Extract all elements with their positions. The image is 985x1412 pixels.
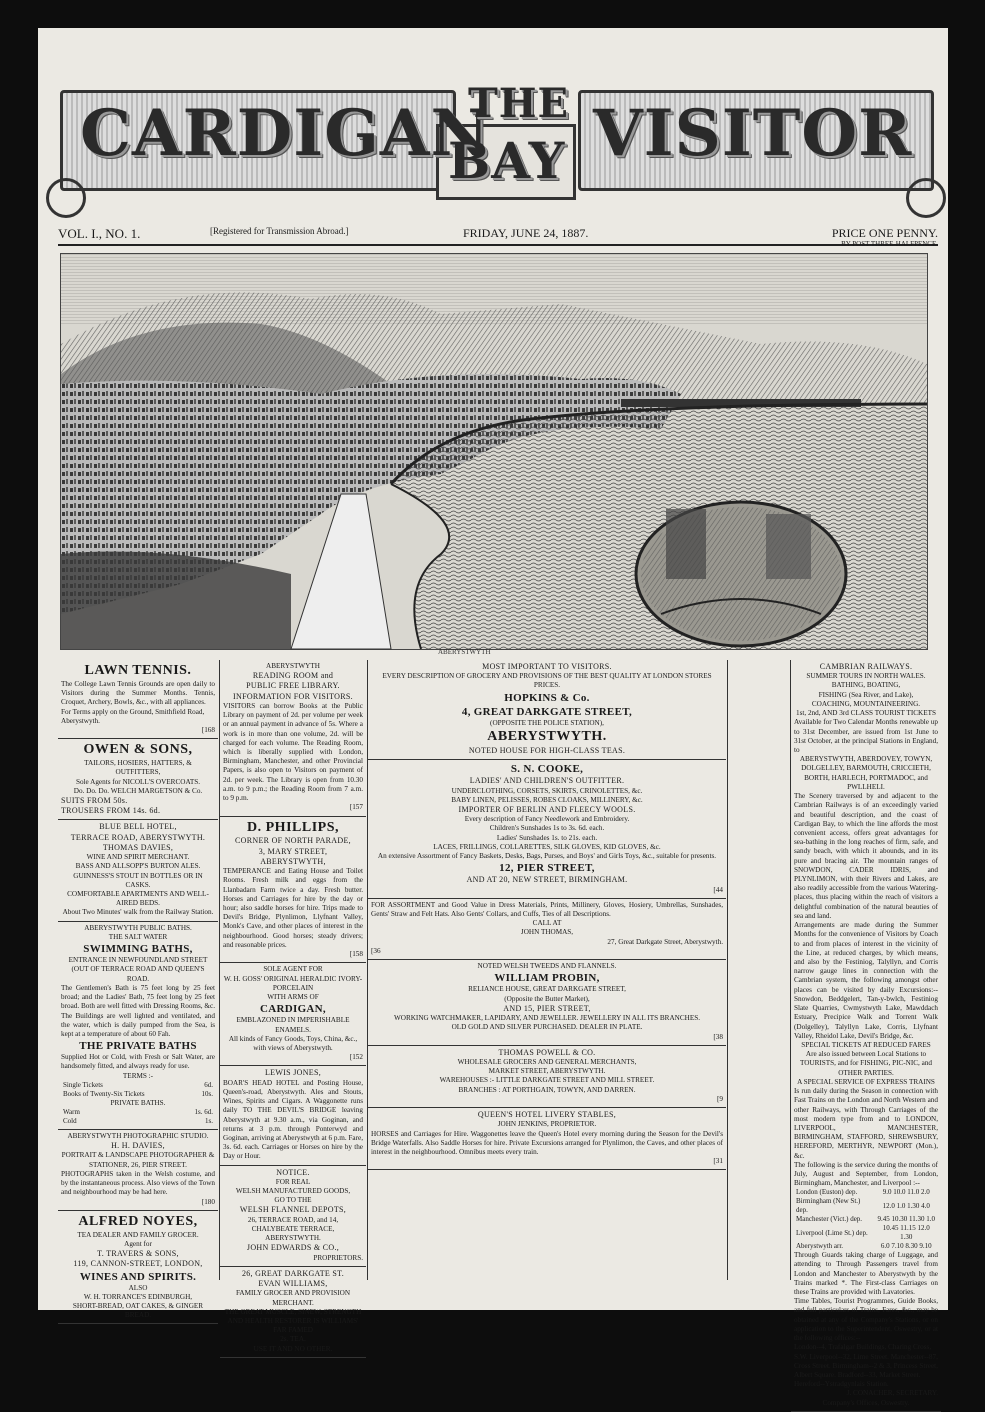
ad-line: Children's Sunshades 1s to 3s. 6d. each. [489, 824, 605, 833]
volume-number: VOL. I., NO. 1. [58, 226, 141, 241]
ad-line: 4, GREAT DARKGATE STREET, [461, 705, 633, 718]
ad-line: A SPECIAL SERVICE OF EXPRESS TRAINS [797, 1077, 935, 1086]
ad-evan-williams [220, 1267, 366, 1358]
ad-title: THE PRIVATE BATHS [79, 1040, 197, 1053]
ad-probin [368, 960, 726, 1046]
ad-title: S. N. COOKE, [510, 763, 584, 776]
ad-line: (Opposite the Butter Market), [504, 994, 590, 1003]
ad-line: SPECIAL TICKETS AT REDUCED FARES [801, 1040, 931, 1049]
ad-body: VISITORS can borrow Books at the Public Library on payment of 2d. per volume per week or an annual payment in advance of 5s. Where a work is in more than one volume, 2d. will be charged for each volume. The Reading Room, which is liberally supplied with London, Birmingham, Manchester, and other Provincial Papers, is also open to Visitors on payment of 2d. per week. The Library is open from 10.30 a.m. to 9 p.m.; the Reading Room from 7 a.m. to 9 p.m. [223, 701, 363, 803]
ad-body: The Gentlemen's Bath is 75 feet long by 25 feet broad; and the Ladies' Bath, 75 feet long by 25 feet broad. Both are well fitted with Dressing Rooms, &c. The Buildings are well lighted and ventilated, and the water, which is daily pumped from the Sea, is kept at a temperature of about 60 Fah. [61, 983, 215, 1038]
table-row [794, 1188, 938, 1197]
engraving-illustration [61, 254, 927, 649]
ad-line: ABERYSTWYTH, [260, 856, 326, 866]
table-cell: Warm [63, 1108, 80, 1117]
ad-title: D. PHILLIPS, [247, 819, 339, 835]
ad-line: MARKET STREET, ABERYSTWYTH. [488, 1067, 606, 1076]
ad-line: ABERYSTWYTH, ABERDOVEY, TOWYN, DOLGELLEY, BARMOUTH, CRICCIETH, BORTH, HARLECH, PORTMADOC, and PWLLHELI. [799, 755, 933, 791]
ad-photographer [58, 1130, 218, 1211]
table-cell: Liverpool (Lime St.) dep. [796, 1228, 868, 1237]
ad-body: Arrangements are made during the Summer Months for the convenience of Visitors by Coach to and from places of interest in the vicinity of the Line, at reduced charges, by which means, and also by the Festiniog, Talyllyn, and Corris narrow gauge lines in connection with the Cambrian system, the following amongst other places can be visited by daily Excursions:-- Snowdon, Beddgelert, Tan-y-bwlch, Festiniog Slate Quarries, Cwmystwyth Lake, Mawddach Estuary, Precipice Walk and Torrent Walk (Dolgelley), Talyllyn Lake, Corris, Llyfnant Valley, Rheidol Lake, Devil's Bridge, &c. [794, 921, 938, 1040]
masthead-bay: BAY [448, 131, 566, 190]
ad-title: OWEN & SONS, [83, 742, 193, 758]
table-row [61, 1081, 215, 1090]
ad-line: FAMILY GROCER AND PROVISION MERCHANT. [235, 1289, 351, 1307]
ad-body: Time Tables, Tourist Programmes, Guide Books, and full particulars of Trains, Fares, &c., may be obtained at any of the Company's Stations, or on application to the Superintendent, Oswestry, or at the following offices:-- [794, 1297, 938, 1343]
column-3 [368, 660, 726, 1280]
ad-line: WINE AND SPIRIT MERCHANT. [86, 853, 190, 862]
post-price: BY POST THREE-HALFPENCE. [841, 240, 938, 248]
table-row [61, 1090, 215, 1099]
ad-line: WINES AND SPIRITS. [79, 1270, 197, 1283]
column-4-spacer [728, 660, 790, 1280]
ad-goss [220, 963, 366, 1066]
ad-ref: [9 [717, 1094, 723, 1103]
ad-line: WHOLESALE GROCERS AND GENERAL MERCHANTS, [457, 1057, 637, 1066]
ad-title: W. H. GOSS' ORIGINAL HERALDIC IVORY-PORCELAIN [223, 974, 363, 992]
ad-line: SOLE AGENT FOR [263, 965, 323, 974]
ad-line: CORNER OF NORTH PARADE, [235, 836, 351, 846]
ad-line: ALSO [128, 1283, 148, 1292]
ribbon-curl-right-icon [906, 178, 946, 218]
ad-subtitle: INFORMATION FOR VISITORS. [233, 691, 353, 701]
ad-line: JOHN JENKINS, PROPRIETOR. [497, 1120, 597, 1129]
ad-line: SUITS FROM 50s. [61, 796, 128, 805]
ad-library [220, 660, 366, 817]
ad-line: 27, Great Darkgate Street, Aberystwyth. [607, 937, 723, 946]
table-row [794, 1242, 938, 1251]
ad-body: FOR ASSORTMENT and Good Value in Dress Materials, Prints, Millinery, Gloves, Hosiery, Umbrellas, Sunshades, Gents' Straw and Felt Hats. Also Gents' Collars, and Cuffs, Ties of all Descriptions. [371, 900, 723, 919]
ad-title: LEWIS JONES, [264, 1068, 322, 1078]
ad-line: JOHN EDWARDS & CO., [246, 1243, 340, 1253]
ad-title: SWIMMING BATHS, [83, 943, 193, 956]
ad-line: ABERYSTWYTH. [265, 1234, 321, 1243]
ad-headline: MOST IMPORTANT TO VISITORS. [482, 662, 612, 671]
ad-line: ABERYSTWYTH [266, 662, 320, 670]
ad-line: BABY LINEN, PELISSES, ROBES CLOAKS, MILLINERY, &c. [451, 795, 643, 804]
ad-line: AND AT 20, NEW STREET, BIRMINGHAM. [466, 875, 628, 885]
timetable [794, 1188, 938, 1251]
ad-phillips [220, 817, 366, 964]
ad-title: EVAN WILLIAMS, [258, 1279, 328, 1289]
ad-ref: [152 [349, 1053, 363, 1062]
masthead [38, 28, 948, 223]
ad-body: London--4, Trafalgar Buildings, Charing Cross, S.W. Liverpool--32, Lime Street. Manchester--87, Cross Street. Birmingham--2 & 3, Princess Street, Albert Square. Bradford--33, Market Street. Hereford--Ystradgynlais Station. [794, 1343, 938, 1389]
ad-cambrian [791, 660, 941, 1412]
ad-body: The College Lawn Tennis Grounds are open daily to Visitors during the Summer Months. Tennis, Croquet, Archery, Bowls, &c., with all appliances. [61, 679, 215, 707]
ad-line: TEA DEALER AND FAMILY GROCER. [77, 1230, 199, 1239]
ad-title: HOPKINS & Co. [504, 691, 590, 704]
table-row [794, 1197, 938, 1215]
ad-line: PROPRIETORS. [313, 1253, 363, 1262]
ad-line: SHORT-BREAD, OAT CAKES, & GINGER BREAD. [72, 1302, 204, 1320]
ad-line: T. TRAVERS & SONS, [97, 1249, 179, 1259]
ad-line: CHALYBEATE TERRACE, [251, 1224, 335, 1233]
table-cell: Birmingham (New St.) dep. [796, 1197, 861, 1215]
private-table [61, 1108, 215, 1126]
dateline [58, 224, 938, 246]
table-row [794, 1215, 938, 1224]
ad-line: CARDIGAN, [260, 1003, 326, 1016]
ad-body: The Scenery traversed by and adjacent to the Cambrian Railways is of an exceedingly varied and beautiful description, and the coast of Cardigan Bay, to which the line affords the most convenient access, offers great advantages for sea-bathing in the long reaches of firm, safe, and sandy beach, with which it abounds, and in its pure and bracing air. The mountain ranges of SNOWDON, CADER IDRIS, and PLYNLIMON, with their Rivers and Lakes, are also readily accessible from the various Watering-places, thus placing within the reach of visitors a delightful combination of the natural beauties of sea and land. [794, 792, 938, 920]
ad-lewis-jones [220, 1066, 366, 1165]
table-cell: 10.45 11.15 12.0 1.30 [882, 1224, 930, 1242]
ad-title: QUEEN'S HOTEL LIVERY STABLES, [477, 1110, 617, 1120]
masthead-the: THE [468, 80, 570, 127]
ad-body: TEMPERANCE and Eating House and Toilet Rooms. Fresh milk and eggs from the Llanbadarn Farm twice a day. Fresh butter. Horses and Carriages for hire by the day or hour; also saddle horses for hire. Trips made to Devil's Bridge, Plynlimon, Llyfnant Valley, Monk's Cave, and other places of interest in the neighbourhood. Good horses; steady drivers; and reasonable prices. [223, 867, 363, 949]
terms-label: TERMS :- [122, 1071, 154, 1080]
ad-line: COACHING, MOUNTAINEERING. [811, 699, 921, 708]
table-cell: Manchester (Vict.) dep. [796, 1215, 863, 1224]
ad-line: Company's Offices, Oswestry. [822, 1398, 910, 1407]
ad-body: Is run daily during the Season in connection with Fast Trains on the London and North Western and other Railways, with Through Carriages of the most modern type from and to LONDON, LIVERPOOL, MANCHESTER, BIRMINGHAM, STAFFORD, SHREWSBURY, HEREFORD, MERTHYR, NEWPORT (Mon.), &c. [794, 1087, 938, 1160]
ad-line: Are also issued between Local Stations to TOURISTS, and for FISHING, PIC-NIC, and OTHER PARTIES. [799, 1050, 933, 1077]
ad-line: AND 15, PIER STREET, [503, 1003, 591, 1013]
private-label: PRIVATE BATHS. [110, 1098, 166, 1107]
ad-terms: For Terms apply on the Ground, Smithfield Road, Aberystwyth. [61, 707, 205, 725]
ad-owen-sons [58, 739, 218, 820]
table-cell: 12.0 1.0 1.30 4.0 [882, 1201, 930, 1210]
masthead-visitor: VISITOR [593, 96, 913, 171]
ad-line: UNDERCLOTHING, CORSETS, SKIRTS, CRINOLETTES, &c. [451, 786, 643, 795]
ad-line: BATHING, BOATING, [831, 681, 901, 690]
ad-line: WITH ARMS OF [267, 993, 319, 1001]
ad-line: ABERYSTWYTH. [487, 729, 607, 745]
ad-line: LADIES' AND CHILDREN'S OUTFITTER. [469, 776, 625, 786]
ad-line: TROUSERS FROM 14s. 6d. [61, 806, 161, 816]
terms-table [61, 1081, 215, 1099]
ad-line: EVERY DESCRIPTION OF GROCERY AND PROVISIONS OF THE BEST QUALITY AT LONDON STORES PRICES. [382, 672, 712, 690]
table-cell: London (Euston) dep. [796, 1188, 858, 1197]
ad-title: CAMBRIAN RAILWAYS. [819, 662, 913, 671]
registration-note: [Registered for Transmission Abroad.] [210, 226, 349, 236]
ad-lawn-tennis [58, 660, 218, 739]
ad-body: Available for Two Calendar Months renewable up to 31st December, are issued from 1st June to 31st October, at the principal Stations in England, to [794, 718, 938, 754]
ad-ref: [38 [713, 1032, 723, 1041]
issue-date: FRIDAY, JUNE 24, 1887. [463, 226, 589, 240]
ad-line: WELSH FLANNEL DEPOTS, [239, 1205, 347, 1215]
ad-ref: [158 [349, 950, 363, 959]
ad-ref: [157 [349, 803, 363, 812]
ad-line: TAILORS, HOSIERS, HATTERS, & OUTFITTERS, [84, 759, 192, 777]
table-cell: 6d. [204, 1080, 213, 1089]
ad-cooke [368, 760, 726, 899]
ad-line: W. H. TORRANCE'S EDINBURGH, [83, 1292, 193, 1301]
ad-line: 26, TERRACE ROAD, and 14, [247, 1215, 339, 1224]
table-cell: Single Tickets [63, 1080, 103, 1089]
ad-line: 12, PIER STREET, [499, 862, 595, 875]
ad-body: PHOTOGRAPHS taken in the Welsh costume, and by the instantaneous process. Also views of the Town and neighbourhood may be had here. [61, 1169, 215, 1197]
ad-line: (OPPOSITE THE POLICE STATION), [490, 718, 604, 727]
ad-notice [220, 1166, 366, 1267]
ad-line: 2s. TEA. [280, 1335, 306, 1344]
ad-body: BOAR'S HEAD HOTEL and Posting House, Queen's-road, Aberystwyth. Ales and Stouts, Wines, Spirits and Cigars. A Waggonette runs daily TO THE DEVIL'S BRIDGE leaving Aberystwyth at 9.30 a.m., via Goginan, and returns at 3 p.m. through Ponterwyd and Goginan, arriving at Aberystwyth at 6 p.m. Fare, 3s. 6d. each. Carriages or Horses on hire by the Day or Hour. [223, 1078, 363, 1161]
ad-line: Every description of Fancy Needlework and Embroidery. [464, 815, 630, 824]
ad-line: THE GREAT MUSCLE, SINEW, STRENGTH AND HEALTH RESTORER IS WILLIAMS' FAR FAMED [224, 1307, 362, 1335]
ad-line: BRANCHES : AT PORTHGAIN, TOWYN, AND DARREN. [458, 1085, 636, 1094]
ad-line: FOR REAL [275, 1177, 311, 1186]
ad-line: THOMAS DAVIES, [102, 842, 174, 852]
ad-title: THOMAS POWELL & CO. [498, 1047, 596, 1057]
ad-title: PUBLIC FREE LIBRARY. [246, 681, 340, 691]
ad-blue-bell [58, 820, 218, 921]
ad-line: An extensive Assortment of Fancy Baskets, Desks, Bags, Purses, and Boys' and Girls Toys, &c., suitable for presents. [377, 852, 717, 861]
ad-line: CALL AT [532, 919, 562, 928]
price: PRICE ONE PENNY. [831, 226, 938, 240]
ad-line: NOTED WELSH TWEEDS AND FLANNELS. [477, 962, 617, 971]
ad-john-thomas [368, 899, 726, 960]
table-cell: Aberystwyth arr. [796, 1242, 844, 1251]
ad-line: Sole Agents for NICOLL'S OVERCOATS. [75, 777, 201, 786]
ribbon-curl-left-icon [46, 178, 86, 218]
column-1 [58, 660, 218, 1320]
table-cell: 6.0 7.10 8.30 9.10 [880, 1242, 932, 1251]
table-cell: Cold [63, 1117, 77, 1125]
ad-public-baths [58, 922, 218, 1130]
ad-line: USE IT AND NO OTHER. [253, 1344, 333, 1353]
ad-ref: [168 [201, 726, 215, 734]
ad-thomas-powell [368, 1046, 726, 1108]
ad-line: About Two Minutes' walk from the Railway Station. [62, 908, 214, 917]
ad-line: OLD GOLD AND SILVER PURCHASED. DEALER IN PLATE. [451, 1023, 643, 1032]
ad-line: PORTRAIT & LANDSCAPE PHOTOGRAPHER & STATIONER, 26, PIER STREET. [61, 1151, 215, 1169]
aberystwyth-engraving [60, 253, 928, 650]
ad-line: ENTRANCE IN NEWFOUNDLAND STREET (OUT OF TERRACE ROAD AND QUEEN'S ROAD. [68, 956, 208, 983]
ad-ref: [44 [713, 885, 723, 894]
newspaper-page [38, 28, 948, 1407]
ad-line: 1st, 2nd, AND 3rd CLASS TOURIST TICKETS [795, 709, 937, 718]
table-row [61, 1108, 215, 1117]
ad-title: ALFRED NOYES, [78, 1213, 198, 1229]
ad-line: SUMMER TOURS IN NORTH WALES. [806, 672, 926, 681]
ad-body: HORSES and Carriages for Hire. Waggonettes leave the Queen's Hotel every morning during the Season for the Devil's Bridge Waterfalls. Also Saddle Horses for hire. Private Excursions arranged for Plynlimon, the Caves, and other places of interest in the neighbourhood. Omnibus meets every train. [371, 1129, 723, 1156]
ad-line: EMBLAZONED IN IMPERISHABLE ENAMELS. [236, 1016, 350, 1034]
table-row [794, 1224, 938, 1242]
ad-ref: [36 [371, 946, 381, 955]
ad-line: 26, GREAT DARKGATE ST. [241, 1268, 345, 1278]
ad-line: COMFORTABLE APARTMENTS AND WELL-AIRED BEDS. [67, 890, 209, 908]
ad-line: Ladies' Sunshades 1s. to 21s. each. [496, 833, 598, 842]
ad-body: Through Guards taking charge of Luggage, and attending to Through Passengers travel from London and Manchester to Aberystwyth by the Trains marked *. The First-class Carriages on these Trains are provided with Lavatories. [794, 1251, 938, 1297]
ad-line: ABERYSTWYTH PUBLIC BATHS. [84, 923, 192, 932]
ad-line: BASS AND ALLSOPP'S BURTON ALES. GUINNESS'S STOUT IN BOTTLES OR IN CASKS. [73, 862, 203, 889]
ad-title: H. H. DAVIES, [111, 1141, 165, 1151]
ad-title: WILLIAM PROBIN, [494, 972, 600, 985]
ad-line: Agent for [124, 1239, 152, 1248]
ad-title: NOTICE. [276, 1167, 310, 1177]
ad-alfred-noyes [58, 1211, 218, 1325]
ad-line: WAREHOUSES :- LITTLE DARKGATE STREET AND MILL STREET. [439, 1076, 655, 1085]
ad-line: GO TO THE [274, 1196, 312, 1205]
ad-ref: [31 [713, 1157, 723, 1166]
column-2 [220, 660, 366, 1353]
ad-line: LACES, FRILLINGS, COLLARETTES, SILK GLOVES, KID GLOVES, &c. [433, 842, 661, 851]
ad-body: The following is the service during the months of July, August and September, from London, Birmingham, Manchester, and Liverpool :-- [794, 1160, 938, 1188]
engraving-caption: ABERYSTWYTH [438, 648, 491, 656]
ad-line: 3, MARY STREET, [258, 846, 328, 856]
ad-hopkins [368, 660, 726, 760]
ad-body: Supplied Hot or Cold, with Fresh or Salt Water, are handsomely fitted, and always ready for use. [61, 1053, 215, 1071]
masthead-cardigan: CARDIGAN [80, 96, 491, 171]
ad-line: IMPORTER OF BERLIN AND FLEECY WOOLS. [458, 804, 636, 814]
ad-ref: [180 [201, 1197, 215, 1206]
ad-line: FISHING (Sea River, and Lake), [818, 690, 914, 699]
table-cell: 10s. [201, 1089, 213, 1098]
ad-title: LAWN TENNIS. [84, 663, 192, 678]
ad-line: RELIANCE HOUSE, GREAT DARKGATE STREET, [468, 985, 626, 994]
column-5 [791, 660, 941, 1407]
table-cell: 1s. 6d. [194, 1108, 213, 1117]
ad-title: JOHN THOMAS, [520, 928, 574, 937]
ad-title: BLUE BELL HOTEL, [99, 822, 177, 832]
ad-line: Do. Do. Do. WELCH MARGETSON & Co. [73, 786, 203, 795]
ad-line: ABERYSTWYTH PHOTOGRAPHIC STUDIO. [67, 1131, 209, 1140]
ad-body: All kinds of Fancy Goods, Toys, China, &c., with views of Aberystwyth. [228, 1034, 358, 1052]
table-cell: 1s. [205, 1117, 213, 1125]
ad-line: NOTED HOUSE FOR HIGH-CLASS TEAS. [468, 745, 626, 755]
table-row [61, 1117, 215, 1126]
ad-line: THE SALT WATER [108, 932, 168, 941]
table-cell: 9.0 10.0 11.0 2.0 [882, 1188, 930, 1197]
ad-line: J. CONACHER, SECRETARY. [846, 1389, 938, 1398]
ad-line: WELSH MANUFACTURED GOODS, [235, 1187, 351, 1196]
ad-line: WORKING WATCHMAKER, LAPIDARY, AND JEWELLER. JEWELLERY IN ALL ITS BRANCHES. [393, 1014, 701, 1023]
table-cell: 9.45 10.30 11.30 1.0 [877, 1215, 936, 1224]
ad-line: 119, CANNON-STREET, LONDON, [73, 1259, 203, 1269]
ad-title: READING ROOM and [252, 671, 334, 681]
table-cell: Books of Twenty-Six Tickets [63, 1089, 145, 1098]
ad-queens-hotel [368, 1108, 726, 1170]
ad-line: TERRACE ROAD, ABERYSTWYTH. [70, 832, 206, 842]
